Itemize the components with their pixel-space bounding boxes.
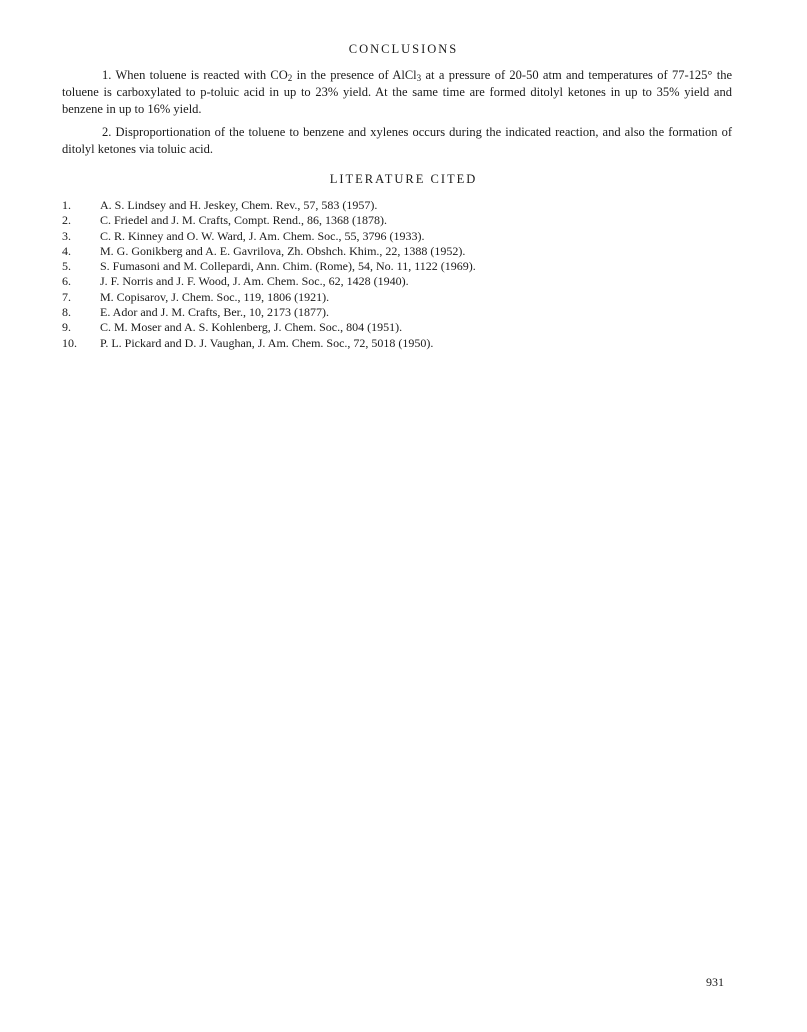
conclusion-2-text: 2. Disproportionation of the toluene to benzene and xylenes occurs during the indicated reaction, and also the formation of ditolyl ketones via toluic acid. <box>62 125 732 156</box>
reference-item <box>62 229 742 244</box>
reference-item <box>62 259 742 274</box>
reference-text: P. L. Pickard and D. J. Vaughan, J. Am. Chem. Soc., 72, 5018 (1950). <box>100 335 434 350</box>
literature-cited-heading: LITERATURE CITED <box>329 172 478 186</box>
reference-number: 6. <box>62 274 71 289</box>
reference-text: C. R. Kinney and O. W. Ward, J. Am. Chem. Soc., 55, 3796 (1933). <box>100 228 425 243</box>
conclusion-paragraph-2 <box>62 124 732 158</box>
co2-subscript: 2 <box>287 73 293 83</box>
reference-number: 10. <box>62 335 77 350</box>
reference-number: 4. <box>62 243 71 258</box>
reference-list <box>62 198 742 351</box>
conclusion-1-part-c: at a pressure of 20-50 atm and temperatures of 77-125° the toluene is carboxylated to p-toluic acid in up to 23% yield. At the same time are formed ditolyl ketones in up to 35% yield and benzene in up to 16% yield. <box>62 68 732 116</box>
reference-text: M. G. Gonikberg and A. E. Gavrilova, Zh. Obshch. Khim., 22, 1388 (1952). <box>100 243 466 258</box>
reference-item <box>62 305 742 320</box>
reference-text: C. Friedel and J. M. Crafts, Compt. Rend., 86, 1368 (1878). <box>100 213 387 228</box>
reference-item <box>62 290 742 305</box>
alcl3-subscript: 3 <box>416 73 422 83</box>
reference-number: 3. <box>62 228 71 243</box>
reference-item <box>62 336 742 351</box>
reference-item <box>62 244 742 259</box>
reference-text: A. S. Lindsey and H. Jeskey, Chem. Rev., 57, 583 (1957). <box>100 198 378 212</box>
conclusion-1-part-b: in the presence of AlCl <box>292 68 417 82</box>
reference-text: M. Copisarov, J. Chem. Soc., 119, 1806 (1921). <box>100 289 330 304</box>
reference-number: 2. <box>62 213 71 228</box>
reference-number: 9. <box>62 320 71 335</box>
reference-number: 5. <box>62 259 71 274</box>
reference-number: 1. <box>62 198 71 212</box>
reference-text: J. F. Norris and J. F. Wood, J. Am. Chem. Soc., 62, 1428 (1940). <box>100 274 409 289</box>
conclusion-1-part-a: 1. When toluene is reacted with CO <box>102 68 288 82</box>
reference-item <box>62 274 742 289</box>
conclusion-paragraph-1 <box>62 67 732 118</box>
conclusions-heading: CONCLUSIONS <box>348 42 459 56</box>
reference-item <box>62 320 742 335</box>
reference-item <box>62 198 742 213</box>
reference-text: C. M. Moser and A. S. Kohlenberg, J. Chem. Soc., 804 (1951). <box>100 320 403 335</box>
reference-text: S. Fumasoni and M. Collepardi, Ann. Chim. (Rome), 54, No. 11, 1122 (1969). <box>100 259 476 274</box>
page-number: 931 <box>706 975 724 989</box>
reference-text: E. Ador and J. M. Crafts, Ber., 10, 2173 (1877). <box>100 305 329 320</box>
reference-number: 7. <box>62 289 71 304</box>
reference-item <box>62 213 742 228</box>
reference-number: 8. <box>62 305 71 320</box>
